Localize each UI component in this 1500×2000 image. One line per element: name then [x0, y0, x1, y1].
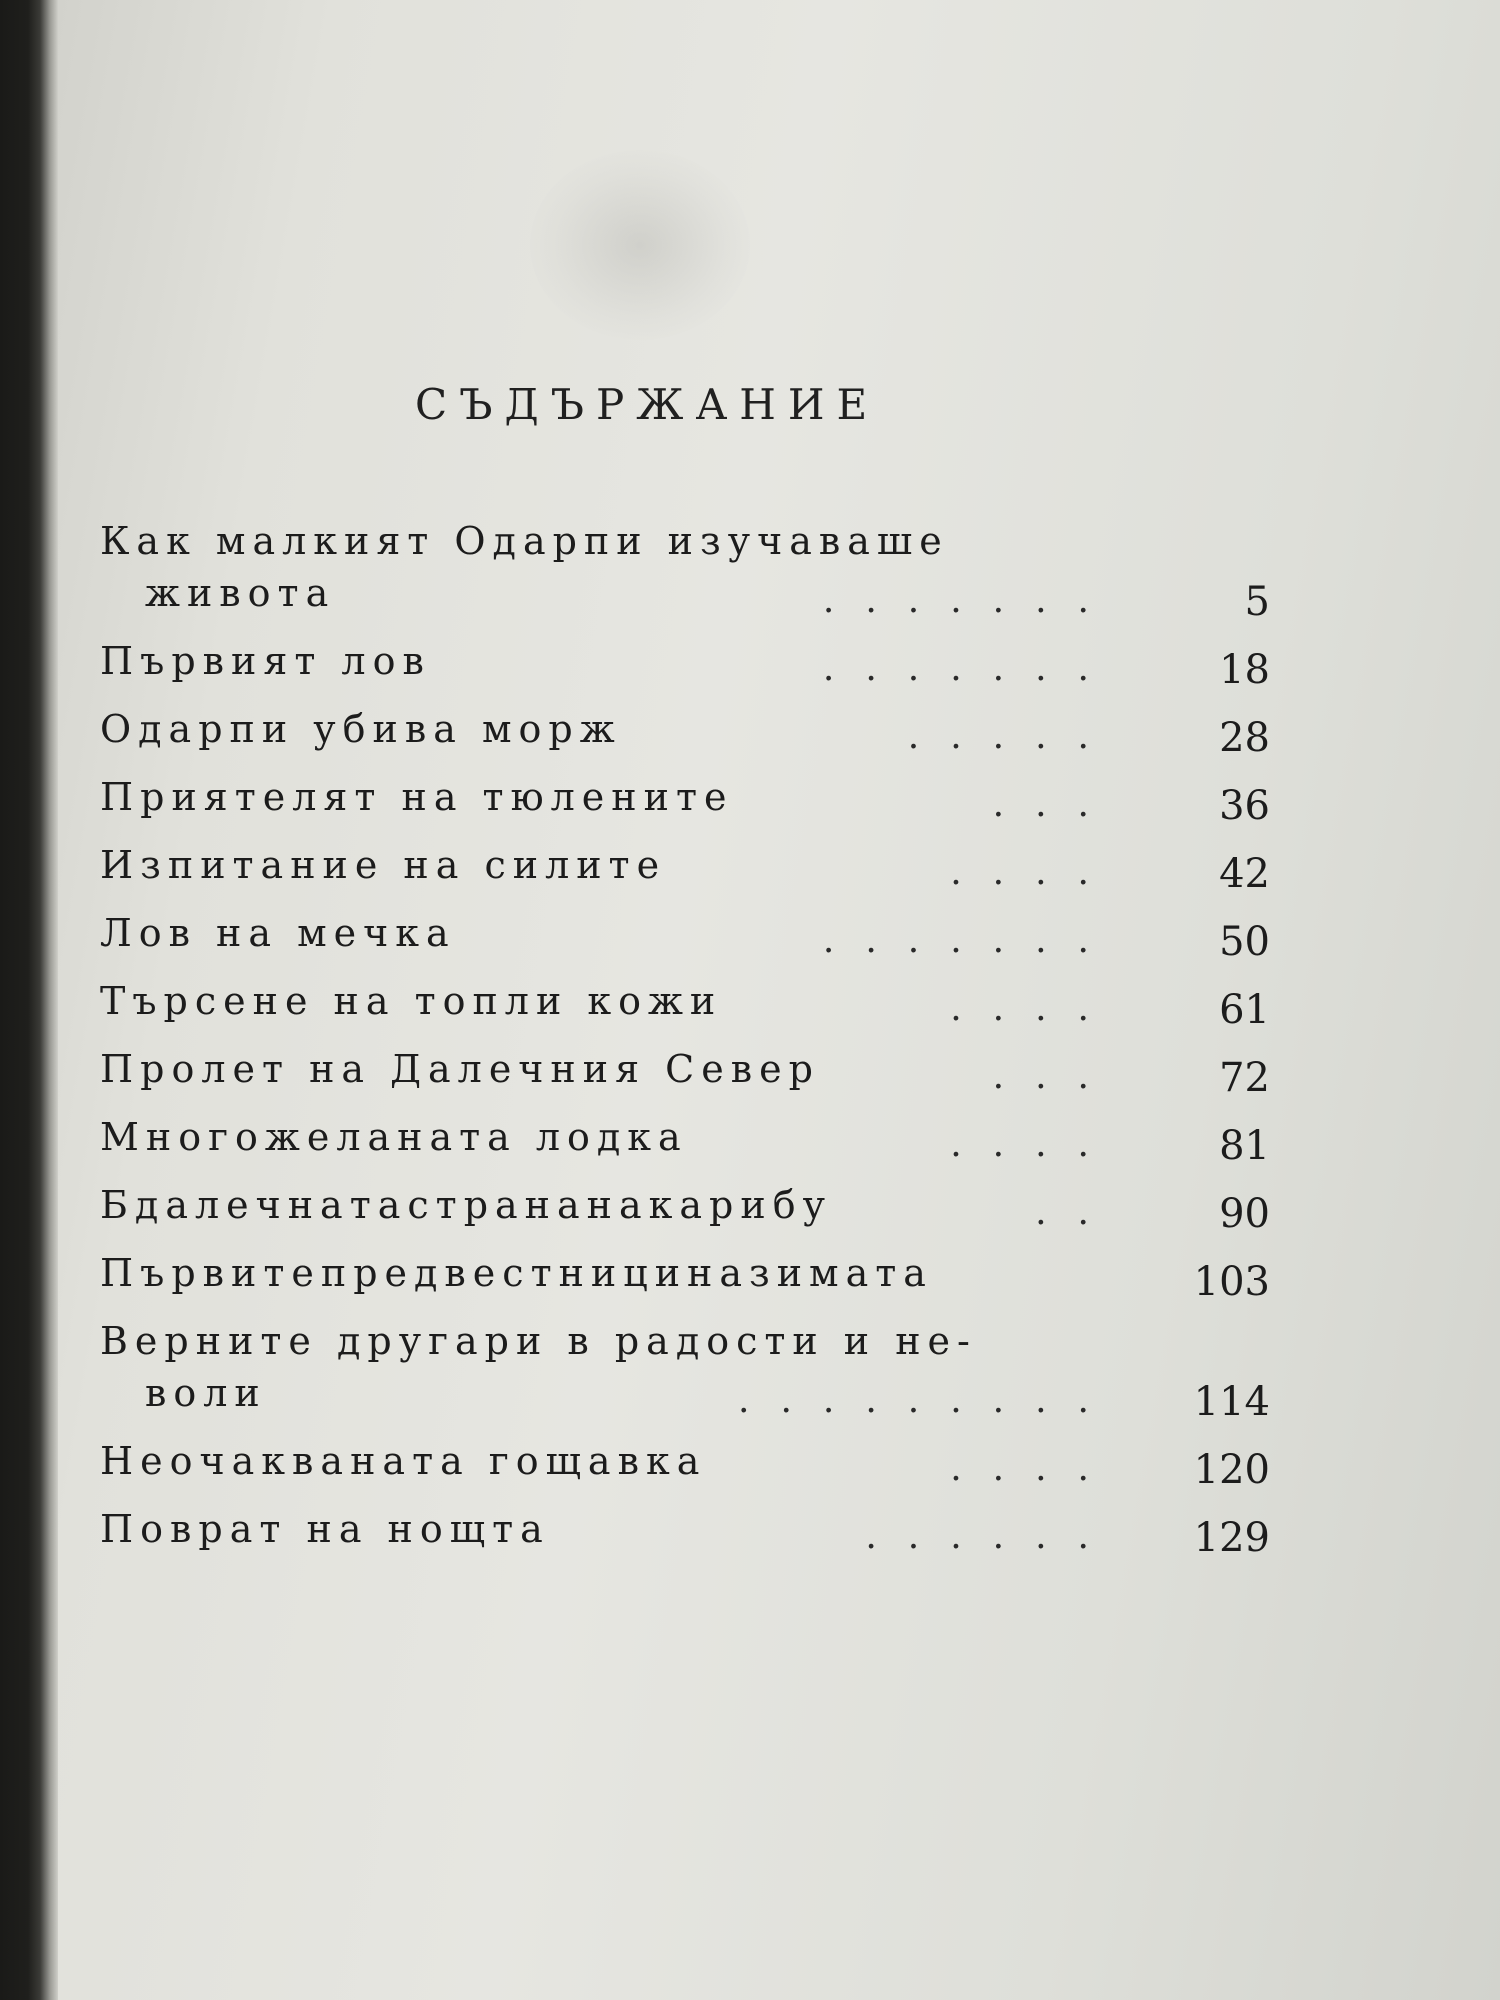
entry-title: Първитепредвестнициназимата	[100, 1251, 933, 1295]
entry-page-number: 50	[1219, 919, 1270, 965]
entry-title: Приятелят на тюлените	[100, 775, 734, 819]
entry-title: Бдалечнатастрананакарибу	[100, 1183, 832, 1227]
bleed-through-illustration	[530, 150, 750, 340]
entry-page-number: 36	[1219, 783, 1270, 829]
entry-title: Лов на мечка	[100, 911, 456, 955]
toc-entry	[100, 1435, 1270, 1503]
entry-title: Неочакваната гощавка	[100, 1439, 707, 1483]
entry-page-number: 90	[1219, 1191, 1270, 1237]
toc-entry	[100, 1111, 1270, 1179]
leader-dots: .......	[822, 580, 1120, 621]
entry-title: Одарпи убива морж	[100, 707, 622, 751]
entry-title: Изпитание на силите	[100, 843, 667, 887]
toc-entry	[100, 703, 1270, 771]
entry-page-number: 61	[1219, 987, 1270, 1033]
entry-page-number: 129	[1193, 1515, 1270, 1561]
toc-entry	[100, 1315, 1270, 1435]
toc-entry	[100, 907, 1270, 975]
entry-title-line2: живота	[145, 571, 336, 615]
toc-entry	[100, 515, 1270, 635]
leader-dots: ....	[950, 852, 1120, 893]
leader-dots: .........	[738, 1380, 1120, 1421]
entry-title: Пролет на Далечния Север	[100, 1047, 820, 1091]
entry-title: Търсене на топли кожи	[100, 979, 723, 1023]
leader-dots: ...	[992, 784, 1120, 825]
toc-entry	[100, 1179, 1270, 1247]
toc-entry	[100, 975, 1270, 1043]
toc-entry	[100, 839, 1270, 907]
entry-page-number: 42	[1219, 851, 1270, 897]
entry-page-number: 72	[1219, 1055, 1270, 1101]
entry-title-line2: воли	[145, 1371, 267, 1415]
entry-page-number: 81	[1219, 1123, 1270, 1169]
toc-entry	[100, 1247, 1270, 1315]
entry-page-number: 103	[1193, 1259, 1270, 1305]
entry-title-line1: Верните другари в радости и не-	[100, 1319, 977, 1363]
entry-title: Първият лов	[100, 639, 431, 683]
entry-page-number: 120	[1193, 1447, 1270, 1493]
leader-dots: .......	[822, 648, 1120, 689]
leader-dots: .....	[907, 716, 1120, 757]
entry-title: Многожеланата лодка	[100, 1115, 688, 1159]
entry-page-number: 28	[1219, 715, 1270, 761]
leader-dots: ..	[1035, 1192, 1120, 1233]
leader-dots: .......	[822, 920, 1120, 961]
leader-dots: ....	[950, 988, 1120, 1029]
leader-dots: ....	[950, 1124, 1120, 1165]
toc-entries	[100, 515, 1270, 1571]
toc-entry	[100, 771, 1270, 839]
entry-page-number: 5	[1244, 579, 1270, 625]
leader-dots: ......	[865, 1516, 1120, 1557]
entry-title-line1: Как малкият Одарпи изучаваше	[100, 519, 949, 563]
toc-title: СЪДЪРЖАНИЕ	[415, 380, 880, 429]
toc-entry	[100, 635, 1270, 703]
entry-title: Поврат на нощта	[100, 1507, 550, 1551]
leader-dots: ...	[992, 1056, 1120, 1097]
leader-dots: ....	[950, 1448, 1120, 1489]
toc-entry	[100, 1503, 1270, 1571]
entry-page-number: 114	[1193, 1379, 1270, 1425]
entry-page-number: 18	[1219, 647, 1270, 693]
toc-entry	[100, 1043, 1270, 1111]
book-binding	[0, 0, 58, 2000]
